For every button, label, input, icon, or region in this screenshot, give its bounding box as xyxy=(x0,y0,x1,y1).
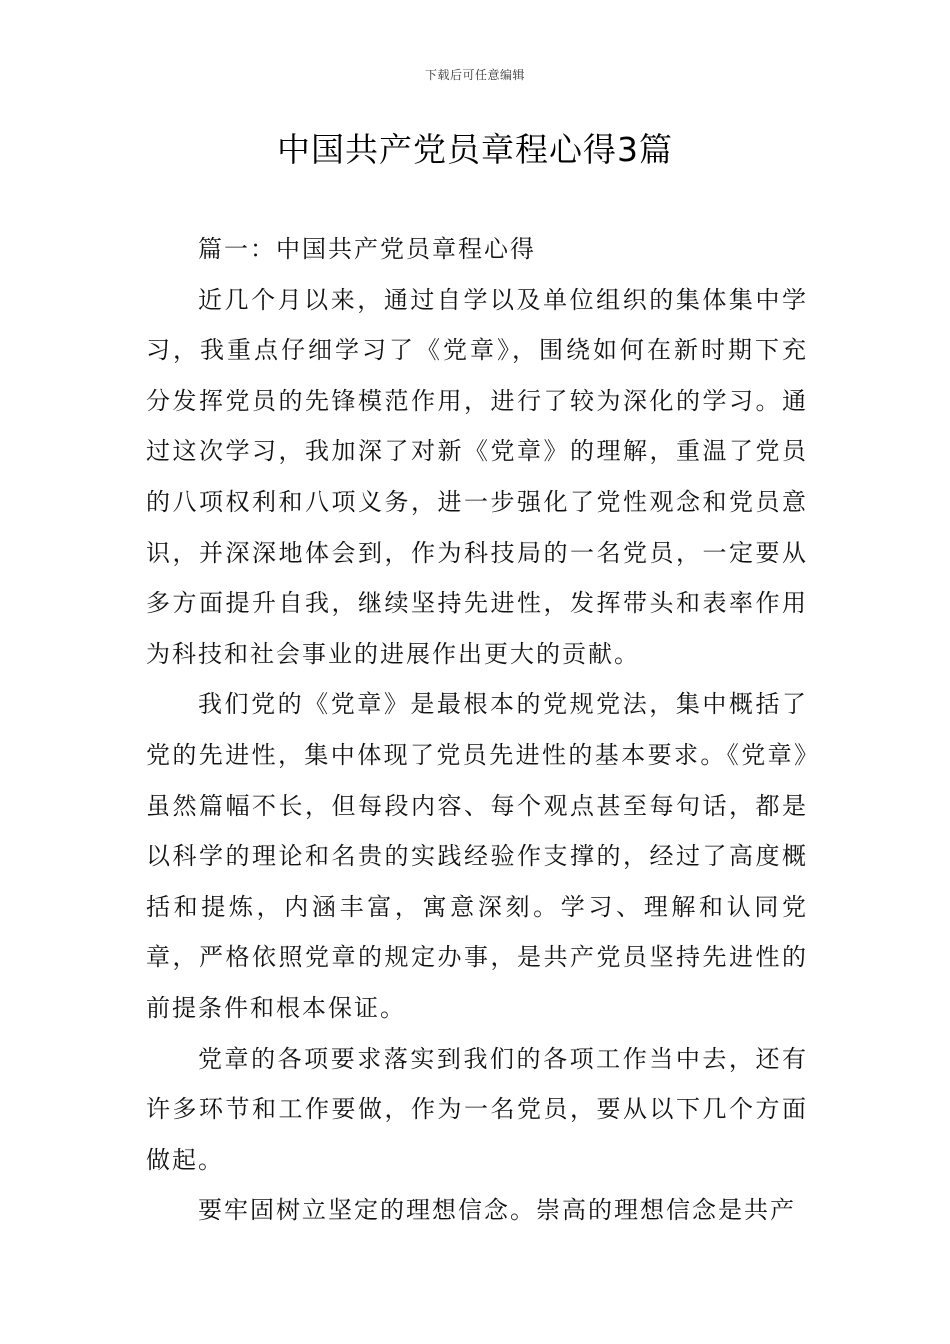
paragraph: 党章的各项要求落实到我们的各项工作当中去，还有许多环节和工作要做，作为一名党员，要从以下几个方面做起。 xyxy=(146,1044,808,1174)
header-note: 下载后可任意编辑 xyxy=(424,68,525,82)
document-title: 中国共产党员章程心得3篇 xyxy=(277,130,673,169)
section-heading: 篇一：中国共产党员章程心得 xyxy=(198,235,536,263)
paragraph: 近几个月以来，通过自学以及单位组织的集体集中学习，我重点仔细学习了《党章》，围绕如何在新时期下充分发挥党员的先锋模范作用，进行了较为深化的学习。通过这次学习，我加深了对新《党章》的理解，重温了党员的八项权利和八项义务，进一步强化了党性观念和党员意识，并深深地体会到，作为科技局的一名党员，一定要从多方面提升自我，继续坚持先进性，发挥带头和表率作用为科技和社会事业的进展作出更大的贡献。 xyxy=(146,285,808,668)
paragraph: 我们党的《党章》是最根本的党规党法，集中概括了党的先进性，集中体现了党员先进性的基本要求。《党章》虽然篇幅不长，但每段内容、每个观点甚至每句话，都是以科学的理论和名贵的实践经验作支撑的，经过了高度概括和提炼，内涵丰富，寓意深刻。学习、理解和认同党章，严格依照党章的规定办事，是共产党员坚持先进性的前提条件和根本保证。 xyxy=(146,690,808,1022)
paragraph: 要牢固树立坚定的理想信念。崇高的理想信念是共产 xyxy=(198,1196,796,1225)
document-body xyxy=(146,224,808,1236)
